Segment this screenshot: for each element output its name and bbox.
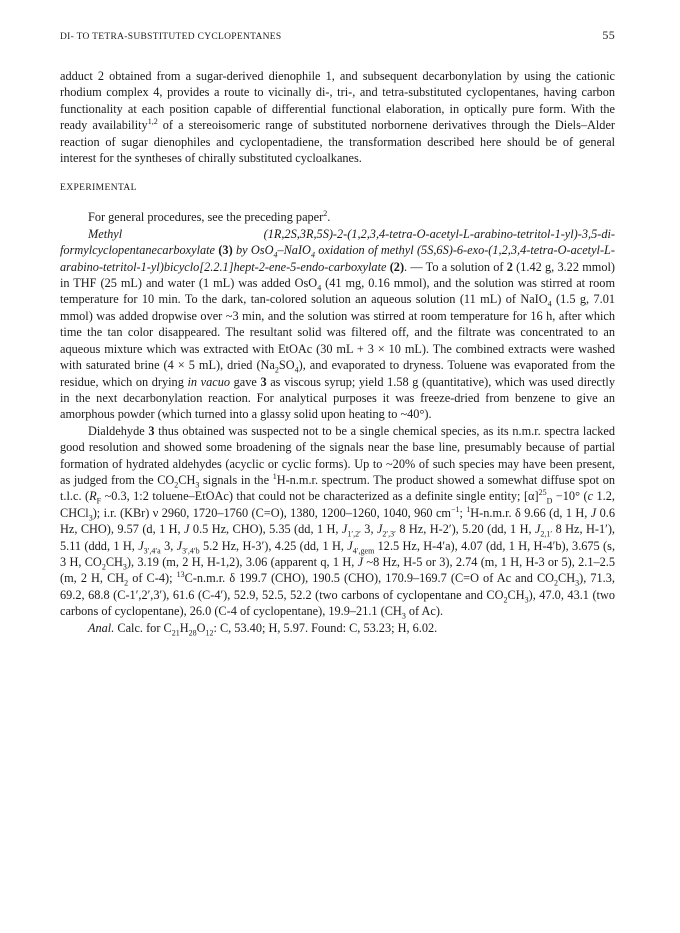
characterization-paragraph: Dialdehyde 3 thus obtained was suspected not to be a single chemical species, as its n.m.r. spectra lacked good resolution and showed some broadening of the signals near the base line, presumably because of partial formation of hydrated aldehydes (acyclic or cyclic forms). Up to ~20% of such species may have been present, as judged from the $CO_2CH_3$ signals in the $^1$H-n.m.r. spectrum. The product showed a somewhat diffuse spot on t.l.c. ($R_F$ ~0.3, 1:2 toluene–EtOAc) that could not be characterized as a definite single entity; $[\alpha]^{25}_D -10^\circ$ (c 1.2, CHCl$_3$); i.r. (KBr) ν 2960, 1720–1760 (C=O), 1380, 1200–1260, 1040, 960 $cm^{-1}$; $^1$H-n.m.r. δ 9.66 (d, 1 H, J 0.6 Hz, CHO), 9.57 (d, 1 H, J 0.5 Hz, CHO), 5.35 (dd, 1 H, $J_{1',2'}$ 3, $J_{2',3'}$ 8 Hz, H-2′), 5.20 (dd, 1 H, $J_{2,1'}$ 8 Hz, H-1′), 5.11 (ddd, 1 H, $J_{3',4'a}$ 3, $J_{3',4'b}$ 5.2 Hz, H-3′), 4.25 (dd, 1 H, $J_{4',gem}$ 12.5 Hz, H-4′a), 4.07 (dd, 1 H, H-4′b), 3.675 (s, 3 H, $CO_2CH_3$), 3.19 (m, 2 H, H-1,2), 3.06 (apparent q, 1 H, J ~8 Hz, H-5 or 3), 2.74 (m, 1 H, H-3 or 5), 2.1–2.5 (m, 2 H, $CH_2$ of C-4); $^{13}$C-n.m.r. δ 199.7 (CHO), 190.5 (CHO), 170.9–169.7 (C=O of Ac and $CO_2CH_3$), 71.3, 69.2, 68.8 (C-1′,2′,3′), 61.6 (C-4′), 52.9, 52.5, 52.2 (two carbons of cyclopentane and $CO_2CH_3$), 47.0, 43.1 (two carbons of cyclopentane), 26.0 (C-4 of cyclopentane), 19.9–21.1 ($CH_3$ of Ac). <box>60 423 616 621</box>
section-heading: EXPERIMENTAL <box>60 183 137 194</box>
page <box>60 28 615 636</box>
general-reference: 2 <box>323 209 328 219</box>
general-procedures <box>60 209 615 225</box>
running-head <box>60 28 615 46</box>
intro-text-end: of a stereoisomeric range of substituted norbornene derivatives through the Diels–Alder reaction of sugar dienophiles and cyclopentadiene, the transformation described here should be of general interest for the syntheses of chirally substituted cycloalkanes. <box>60 118 616 166</box>
general-text-end: . <box>327 210 331 225</box>
analysis-line: Anal. Calc. for $C_{21}H_{28}O_{12}$: C, 53.40; H, 5.97. Found: C, 53.23; H, 6.02. <box>88 620 438 638</box>
intro-reference: 1,2 <box>147 117 158 127</box>
general-text: For general procedures, see the preceding paper <box>88 210 324 225</box>
compound-3-preparation: Methyl (1R,2S,3R,5S)-2-(1,2,3,4-tetra-O-acetyl-L-arabino-tetritol-1-yl)-3,5-di-formylcyclopentanecarboxylate (3) by OsO$_4$–NaIO$_4$ oxidation of methyl (5S,6S)-6-exo-(1,2,3,4-tetra-O-acetyl-L-arabino-tetritol-1-yl)bicyclo[2.2.1]hept-2-ene-5-endo-carboxylate (2). — To a solution of 2 (1.42 g, 3.22 mmol) in THF (25 mL) and water (1 mL) was added OsO$_4$ (41 mg, 0.16 mmol), and the solution was stirred at room temperature for 10 min. To the dark, tan-colored solution an aqueous solution (11 mL) of NaIO$_4$ (1.5 g, 7.01 mmol) was added dropwise over ~3 min, and the solution was stirred at room temperature for 16 h, after which time the tan color disappeared. The resultant solid was filtered off, and the filtrate was concentrated to an aqueous mixture which was extracted with EtOAc (30 mL + 3 × 10 mL). The combined extracts were washed with saturated brine (4 × 5 mL), dried $(Na_2SO_4)$, and evaporated to dryness. Toluene was evaporated from the residue, which on drying in vacuo gave 3 as viscous syrup; yield 1.58 g (quantitative), which was used directly in the next decarbonylation reaction. For analytical purposes it was freeze-dried from benzene to give an amorphous powder (which turned into a glassy solid upon heating to ~40°). <box>60 226 616 422</box>
intro-text: adduct 2 obtained from a sugar-derived dienophile 1, and subsequent decarbonylation by using the cationic rhodium complex 4, provides a route to vicinally di-, tri-, and tetra-substituted cyclopentanes, having carbon functionality at each position capable of differential functional elaboration, in optically pure form. With the ready availability <box>60 69 615 133</box>
intro-paragraph <box>60 68 615 166</box>
running-title: DI- TO TETRA-SUBSTITUTED CYCLOPENTANES <box>60 32 282 42</box>
page-number: 55 <box>602 28 615 42</box>
